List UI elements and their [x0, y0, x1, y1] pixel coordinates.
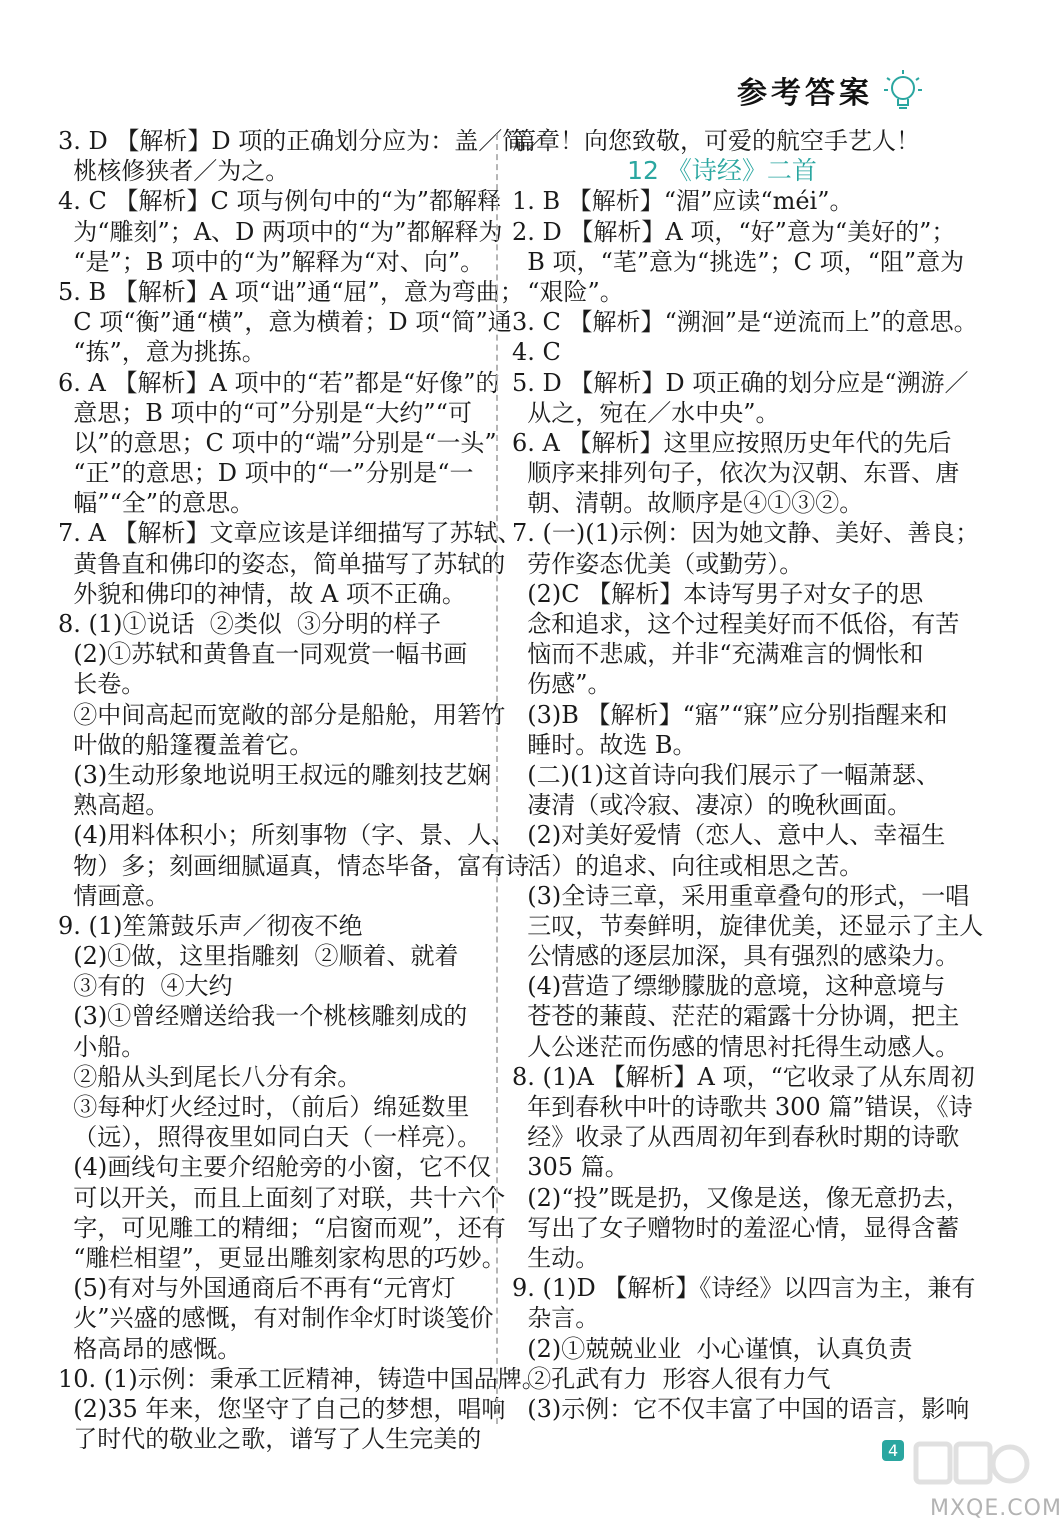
right-line: 劳作姿态优美（或勤劳）。: [512, 549, 804, 578]
right-line: 5. D 【解析】D 项正确的划分应是“溯游／: [512, 368, 969, 397]
left-line: (2)①做，这里指雕刻 ②顺着、就着: [58, 942, 459, 971]
right-line: B 项，“芼”意为“挑选”；C 项，“阻”意为: [512, 247, 965, 276]
left-line: (3)生动形象地说明王叔远的雕刻技艺娴: [58, 760, 492, 789]
right-line: 经》收录了从西周初年到春秋时期的诗歌: [512, 1123, 960, 1152]
left-line: 7. A 【解析】文章应该是详细描写了苏轼、: [58, 519, 522, 548]
right-line: 生动。: [512, 1243, 600, 1272]
right-line: 三叹，节奏鲜明，旋律优美，还显示了主人: [512, 911, 984, 940]
left-line: 8. (1)①说话 ②类似 ③分明的样子: [58, 610, 442, 638]
watermark-text: MXQE.COM: [930, 1496, 1062, 1521]
page-number-badge: [882, 1440, 904, 1461]
left-line: 10. (1)示例：秉承工匠精神，铸造中国品牌。: [58, 1364, 546, 1393]
left-line: (2)35 年来，您坚守了自己的梦想，唱响: [58, 1394, 506, 1423]
right-line: 写出了女子赠物时的羞涩心情，显得含蓄: [512, 1213, 960, 1242]
right-line: (3)示例：它不仅丰富了中国的语言，影响: [512, 1394, 970, 1423]
right-line: 2. D 【解析】A 项，“好”意为“美好的”；: [512, 217, 956, 246]
left-line: “是”；B 项中的“为”解释为“对、向”。: [58, 247, 485, 276]
left-line: 幅”“全”的意思。: [58, 489, 255, 518]
page-number: 4: [882, 1440, 904, 1461]
right-line: “艰险”。: [512, 277, 624, 306]
right-column: [512, 126, 984, 1424]
left-line: (5)有对与外国通商后不再有“元宵灯: [58, 1274, 456, 1303]
section-title: 12 《诗经》二首: [627, 156, 817, 186]
left-line: （远），照得夜里如同白天（一样亮）。: [58, 1123, 482, 1152]
left-line: 意思；B 项中的“可”分别是“大约”“可: [58, 398, 472, 427]
right-line: 3. C 【解析】“溯洄”是“逆流而上”的意思。: [512, 308, 978, 337]
left-line: 以”的意思；C 项中的“端”分别是“一头”: [58, 428, 497, 457]
right-line: (2)“投”既是扔，又像是送，像无意扔去，: [512, 1183, 970, 1212]
left-column: [58, 126, 551, 1454]
right-line: 恼而不悲戚，并非“充满难言的惆怅和: [512, 640, 924, 669]
left-line: 了时代的敬业之歌，谱写了人生完美的: [58, 1425, 482, 1454]
left-line: ②中间高起而宽敞的部分是船舱，用箬竹: [58, 700, 506, 729]
right-line: 305 篇。: [512, 1153, 629, 1182]
left-line: 小船。: [58, 1032, 146, 1061]
left-line: 叶做的船篷覆盖着它。: [58, 730, 314, 759]
left-line: 火”兴盛的感慨，有对制作伞灯时谈笺价: [58, 1304, 494, 1333]
left-line: 3. D 【解析】D 项的正确划分应为：盖／简／: [58, 127, 551, 155]
left-line: 桃核修狭者／为之。: [58, 157, 290, 186]
left-line: ②船从头到尾长八分有余。: [58, 1062, 362, 1091]
left-line: 字，可见雕工的精细；“启窗而观”，还有: [58, 1213, 506, 1242]
left-line: 情画意。: [58, 881, 170, 910]
right-line: 苍苍的蒹葭、茫茫的霜露十分协调，把主: [512, 1002, 960, 1031]
right-line: 顺序来排列句子，依次为汉朝、东晋、唐: [512, 459, 960, 488]
header-title-wrap: [737, 68, 873, 112]
right-line: 4. C: [512, 338, 561, 367]
right-line: 杂言。: [512, 1304, 600, 1333]
right-line: (3)B 【解析】“寤”“寐”应分别指醒来和: [512, 700, 948, 729]
left-line: C 项“衡”通“横”，意为横着；D 项“简”通: [58, 308, 512, 337]
left-line: 格高昂的感慨。: [58, 1334, 242, 1363]
right-line: 9. (1)D 【解析】《诗经》以四言为主，兼有: [512, 1274, 976, 1303]
right-lines: [512, 186, 984, 1424]
right-line: 7. (一)(1)示例：因为她文静、美好、善良；: [512, 519, 980, 548]
right-top-line: 篇章！向您致敬，可爱的航空手艺人！: [512, 127, 920, 155]
right-line: 伤感”。: [512, 670, 612, 699]
left-line: (4)画线句主要介绍舱旁的小窗，它不仅: [58, 1153, 492, 1182]
left-line: ③每种灯火经过时，（前后）绵延数里: [58, 1093, 470, 1121]
left-line: 5. B 【解析】A 项“诎”通“屈”，意为弯曲；: [58, 277, 524, 306]
right-line: 年到春秋中叶的诗歌共 300 篇”错误，《诗: [512, 1093, 973, 1121]
right-line: (2)对美好爱情（恋人、意中人、幸福生: [512, 821, 946, 850]
left-line: 为“雕刻”；A、D 两项中的“为”都解释为: [58, 217, 503, 246]
left-line: ③有的 ④大约: [58, 972, 233, 1001]
right-line: 8. (1)A 【解析】A 项，“它收录了从东周初: [512, 1062, 975, 1091]
left-line: 6. A 【解析】A 项中的“若”都是“好像”的: [58, 368, 500, 397]
right-line: 活）的追求、向往或相思之苦。: [512, 851, 864, 880]
left-line: (4)用料体积小；所刻事物（字、景、人、: [58, 821, 516, 850]
right-line: 1. B 【解析】“湄”应读“méi”。: [512, 187, 854, 216]
right-line: 从之，宛在／水中央”。: [512, 398, 780, 427]
left-line: 熟高超。: [58, 791, 170, 820]
right-line: (3)全诗三章，采用重章叠句的形式，一唱: [512, 881, 970, 910]
right-line: (2)①兢兢业业 小心谨慎，认真负责: [512, 1334, 913, 1363]
right-line: (二)(1)这首诗向我们展示了一幅萧瑟、: [512, 760, 940, 789]
right-line: ②孔武有力 形容人很有力气: [512, 1364, 831, 1393]
left-line: 长卷。: [58, 670, 146, 699]
header-title: 参考答案: [737, 76, 873, 111]
left-line: 可以开关，而且上面刻了对联，共十六个: [58, 1183, 506, 1212]
left-line: “雕栏相望”，更显出雕刻家构思的巧妙。: [58, 1243, 506, 1272]
right-line: 念和追求，这个过程美好而不低俗，有苦: [512, 610, 960, 638]
left-line: 物）多；刻画细腻逼真，情态毕备，富有诗: [58, 851, 530, 880]
right-line: (2)C 【解析】本诗写男子对女子的思: [512, 579, 924, 608]
right-line: 6. A 【解析】这里应按照历史年代的先后: [512, 428, 952, 457]
right-line: (4)营造了缥缈朦胧的意境，这种意境与: [512, 972, 946, 1001]
left-line: (3)①曾经赠送给我一个桃核雕刻成的: [58, 1002, 468, 1031]
left-line: 4. C 【解析】C 项与例句中的“为”都解释: [58, 187, 502, 216]
left-line: 外貌和佛印的神情，故 A 项不正确。: [58, 579, 466, 608]
right-line: 人公迷茫而伤感的情思衬托得生动感人。: [512, 1032, 960, 1061]
right-line: 凄清（或冷寂、凄凉）的晚秋画面。: [512, 791, 912, 820]
left-line: 黄鲁直和佛印的姿态，简单描写了苏轼的: [58, 549, 506, 578]
left-line: 9. (1)笙箫鼓乐声／彻夜不绝: [58, 911, 363, 940]
left-line: (2)①苏轼和黄鲁直一同观赏一幅书画: [58, 640, 468, 669]
left-line: “正”的意思；D 项中的“一”分别是“一: [58, 459, 474, 488]
column-divider: [496, 134, 498, 1424]
right-line: 朝、清朝。故顺序是④①③②。: [512, 489, 864, 518]
right-line: 公情感的逐层加深，具有强烈的感染力。: [512, 942, 960, 971]
right-line: 睡时。故选 B。: [512, 730, 697, 759]
left-line: “拣”，意为挑拣。: [58, 338, 266, 367]
lightbulb-icon: [881, 66, 925, 114]
